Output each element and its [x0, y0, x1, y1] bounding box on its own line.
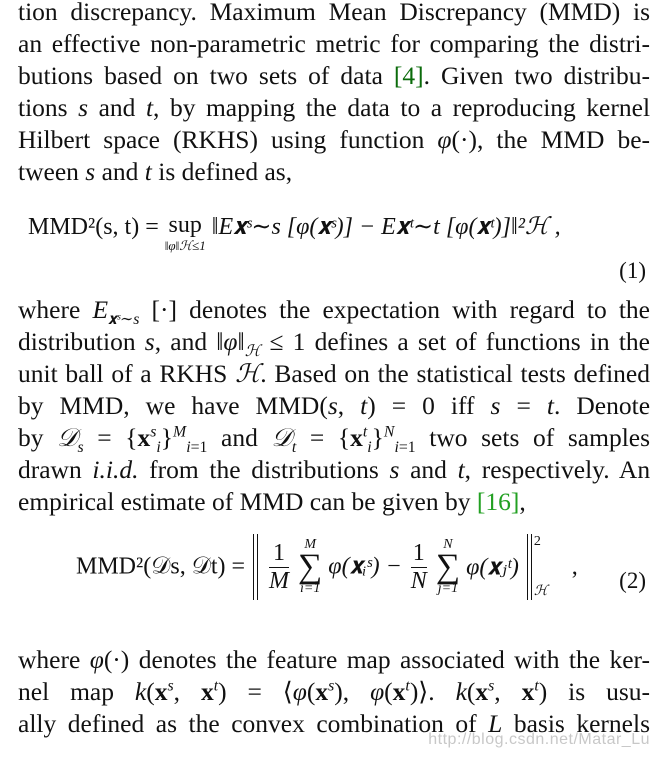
- fraction-1-over-M: $\frac{1}{M}$: [269, 539, 290, 594]
- eq2-comma: ,: [571, 553, 578, 580]
- eq1-lhs: MMD²(s, t) =: [28, 214, 159, 240]
- eq2-term1: φ(𝐱ᵢˢ) −: [328, 553, 402, 580]
- equation-1: [18, 188, 650, 294]
- eq2-lhs: MMD²(𝒟s, 𝒟t) =: [76, 553, 246, 580]
- text-line: butions based on two sets of data [4]. Given two distribu-: [18, 61, 651, 90]
- text-line: tween s and t is defined as,: [18, 157, 293, 186]
- sup-operator: sup ‖φ‖ℋ≤1: [164, 212, 206, 253]
- text-line: an effective non-parametric metric for comparing the distri-: [18, 29, 650, 58]
- eq2-term2: φ(𝐱ⱼᵗ): [466, 554, 519, 581]
- text-line: distribution s, and $‖\varphi‖_ℋ \le 1$ defines a set of functions in the: [18, 327, 650, 361]
- text-line: by 𝒟$_s$ = $\{x^s_i\}^M_{i=1}$ and 𝒟$_t$ = $\{x^t_i\}^N_{i=1}$ two sets of samples: [18, 423, 651, 457]
- norm-bar-right: [527, 534, 532, 600]
- paper-page: [18, 0, 650, 740]
- text-line: tions s and t, by mapping the data to a reproducing kernel: [18, 93, 651, 122]
- text-line: by MMD, we have MMD(s, t) = 0 iff s = t. Denote: [18, 391, 651, 420]
- text-line: where φ(·) denotes the feature map associated with the ker-: [18, 645, 650, 674]
- text-line: empirical estimate of MMD can be given by [16],: [18, 487, 526, 516]
- text-line: where $E_{𝐱ˢ\sim s}$ [·] denotes the expectation with regard to the: [18, 295, 650, 329]
- equation-2: [18, 526, 650, 644]
- equation-2-number: (2): [619, 568, 646, 593]
- eq1-rhs: ‖E𝐱ˢ∼s [φ(𝐱ˢ)] − E𝐱ᵗ∼t [φ(𝐱ᵗ)]‖²ℋ ,: [211, 214, 561, 240]
- equation-1-number: (1): [619, 258, 646, 283]
- paragraph-feature-map: [18, 644, 650, 740]
- norm-bar-left: [253, 534, 258, 600]
- text-line: ally defined as the convex combination of L basis kernels: [18, 709, 651, 738]
- summation-j: N ∑ j=1: [435, 537, 461, 596]
- text-line: unit ball of a RKHS ℋ. Based on the statistical tests defined: [18, 359, 650, 388]
- norm-scripts: 2 ℋ: [533, 534, 548, 599]
- citation-link[interactable]: [4]: [393, 61, 424, 90]
- text-line: drawn i.i.d. from the distributions s and t, respectively. An: [18, 455, 651, 484]
- paragraph-intro: [18, 0, 650, 188]
- summation-i: M ∑ i=1: [298, 537, 323, 596]
- watermark: http://blog.csdn.net/Matar_Lu: [428, 731, 650, 748]
- paragraph-mmd-definition: [18, 294, 650, 518]
- citation-link[interactable]: [16]: [476, 487, 520, 516]
- text-line: Hilbert space (RKHS) using function φ(·), the MMD be-: [18, 125, 650, 154]
- text-line: nel map $k(x^s$, $x^t$) = $⟨\varphi(x^s)$, $\varphi(x^t)⟩$. $k(x^s$, $x^t$) is usu-: [18, 677, 651, 706]
- equation-2-body: [76, 534, 578, 600]
- equation-1-body: [28, 212, 561, 253]
- fraction-1-over-N: $\frac{1}{N}$: [410, 539, 427, 594]
- text-line: tion discrepancy. Maximum Mean Discrepancy (MMD) is: [18, 0, 650, 26]
